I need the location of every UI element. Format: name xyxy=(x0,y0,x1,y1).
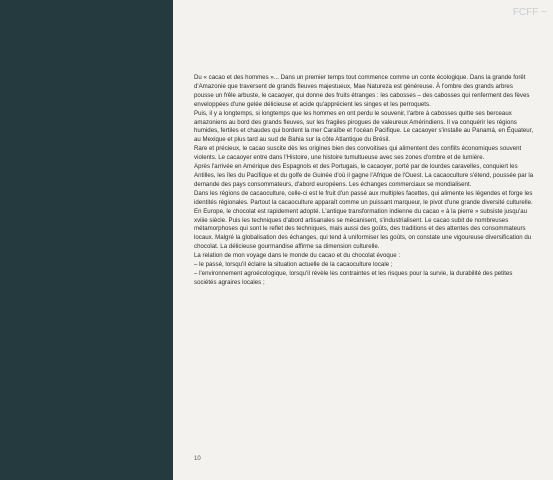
list-item-2: – l'environnement agroécologique, lorsqu'il révèle les contraintes et les risques pour la survie, la durabilité des petites sociétés agraires locales ; xyxy=(194,269,513,286)
dark-side-panel xyxy=(0,0,173,480)
paragraph-6: En Europe, le chocolat est rapidement adopté. L'antique transformation indienne du cacao « à la pierre » subsiste jusqu'au xviiie siècle. Puis les techniques d'abord artisanales se mécanisent, s'industrialisent. Le cacao subit de nombreuses métamorphoses qui sont le reflet des techniques, mais aussi des goûts, des traditions et des attentes des consommateurs locaux. Malgré la globalisation des échanges, qui tend à uniformiser les goûts, on constate une vigoureuse diversification du chocolat. La délicieuse gourmandise affirme sa dimension culturelle. xyxy=(194,207,532,251)
list-item-1: – le passé, lorsqu'il éclaire la situation actuelle de la cacaoculture locale ; xyxy=(194,261,393,269)
body-text xyxy=(194,74,534,288)
corner-mark: FCFF ~ xyxy=(512,7,547,18)
paragraph-4: Après l'arrivée en Amérique des Espagnols et des Portugais, le cacaoyer, porté par de lourdes caravelles, conquiert les Antilles, les îles du Pacifique et du golfe de Guinée d'où il gagne l'Afrique de l'Ouest. La cacaoculture s'étend, poussée par la demande des pays consommateurs, d'abord européens. Les échanges commerciaux se mondialisent. xyxy=(194,163,534,188)
paragraph-1: Du « cacao et des hommes »... Dans un premier temps tout commence comme un conte écologique. Dans la grande forêt d'Amazonie que traversent de grands fleuves majestueux, Mae Natureza est généreuse. À l'ombre des grands arbres pousse un frêle arbuste, le cacaoyer, qui donne des fruits étranges : les cabosses – des cabosses qui renferment des fèves enveloppées d'une gelée délicieuse et acide qu'apprécient les singes et les perroquets. xyxy=(194,74,530,108)
paragraph-7: La relation de mon voyage dans le monde du cacao et du chocolat évoque : xyxy=(194,252,401,260)
page-number: 10 xyxy=(194,456,201,462)
paragraph-2: Puis, il y a longtemps, si longtemps que les hommes en ont perdu le souvenir, l'arbre à cabosses quitte ses berceaux amazoniens au bord des grands fleuves, sur les fragiles pirogues de valeureux Amérindiens. Il va conquérir les régions humides, fertiles et chaudes qui bordent la mer Caraïbe et l'océan Pacifique. Le cacaoyer s'installe au Panamá, en Équateur, au Mexique et plus tard au sud de Bahia sur la côte Atlantique du Brésil. xyxy=(194,109,534,144)
paragraph-5: Dans les régions de cacaoculture, celle-ci est le fruit d'un passé aux multiples facettes, qui alimente les légendes et forge les identités régionales. Partout la cacaoculture apparaît comme un puissant marqueur, le pivot d'une grande diversité culturelle. xyxy=(194,189,533,206)
paragraph-3: Rare et précieux, le cacao suscite dès les origines bien des convoitises qui alimentent des conflits économiques souvent violents. Le cacaoyer entre dans l'Histoire, une histoire tumultueuse avec ses zones d'ombre et de lumière. xyxy=(194,145,522,162)
